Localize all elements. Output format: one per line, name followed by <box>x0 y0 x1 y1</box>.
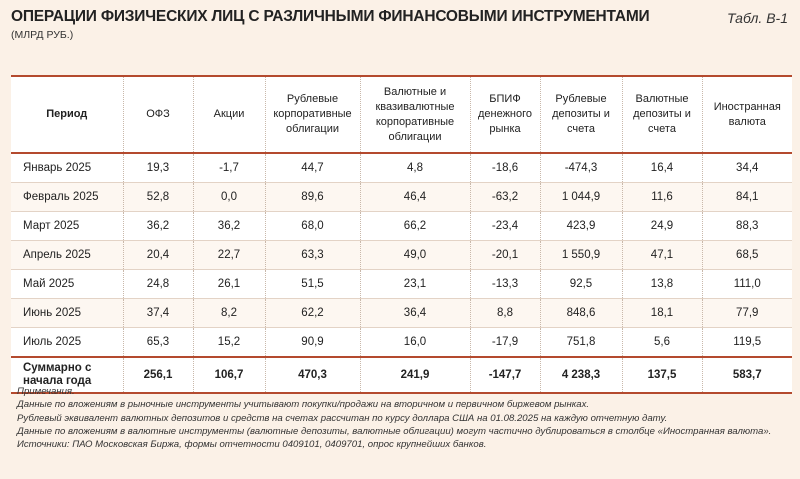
value-cell: 62,2 <box>265 299 360 328</box>
value-cell: 16,0 <box>360 328 470 358</box>
table-units: (МЛРД РУБ.) <box>11 29 74 41</box>
value-cell: 1 550,9 <box>540 241 622 270</box>
value-cell: 63,3 <box>265 241 360 270</box>
total-value-cell: 137,5 <box>622 357 702 393</box>
value-cell: -1,7 <box>193 153 265 183</box>
value-cell: 89,6 <box>265 183 360 212</box>
total-value-cell: 256,1 <box>123 357 193 393</box>
value-cell: 0,0 <box>193 183 265 212</box>
value-cell: -23,4 <box>470 212 540 241</box>
value-cell: 848,6 <box>540 299 622 328</box>
note-line: Данные по вложениям в валютные инструменты (валютные депозиты, валютные облигации) могут частично дублироваться в столбце «Иностранная валюта». <box>17 425 772 437</box>
value-cell: 46,4 <box>360 183 470 212</box>
period-cell: Июнь 2025 <box>11 299 123 328</box>
table-title: ОПЕРАЦИИ ФИЗИЧЕСКИХ ЛИЦ С РАЗЛИЧНЫМИ ФИНАНСОВЫМИ ИНСТРУМЕНТАМИ <box>11 8 650 25</box>
header-row <box>11 76 792 153</box>
column-header: Валютные и квазивалютные корпоративные облигации <box>360 76 470 153</box>
value-cell: 26,1 <box>193 270 265 299</box>
data-table-container <box>11 75 792 394</box>
period-cell: Январь 2025 <box>11 153 123 183</box>
total-value-cell: -147,7 <box>470 357 540 393</box>
sources-line: Источники: ПАО Московская Биржа, формы отчетности 0409101, 0409701, опрос крупнейших банков. <box>17 439 487 451</box>
value-cell: 52,8 <box>123 183 193 212</box>
value-cell: 8,2 <box>193 299 265 328</box>
table-header <box>11 8 790 41</box>
value-cell: 88,3 <box>702 212 792 241</box>
financial-operations-table <box>11 75 792 394</box>
value-cell: 24,9 <box>622 212 702 241</box>
value-cell: 23,1 <box>360 270 470 299</box>
table-row <box>11 241 792 270</box>
column-header: ОФЗ <box>123 76 193 153</box>
value-cell: 4,8 <box>360 153 470 183</box>
period-cell: Февраль 2025 <box>11 183 123 212</box>
value-cell: 11,6 <box>622 183 702 212</box>
value-cell: 68,5 <box>702 241 792 270</box>
value-cell: 36,4 <box>360 299 470 328</box>
table-row <box>11 270 792 299</box>
note-line: Данные по вложениям в рыночные инструменты учитывают покупки/продажи на вторичном и первичном биржевом рынках. <box>17 399 590 411</box>
value-cell: 16,4 <box>622 153 702 183</box>
value-cell: 90,9 <box>265 328 360 358</box>
column-header: Рублевые депозиты и счета <box>540 76 622 153</box>
table-row <box>11 328 792 358</box>
value-cell: 19,3 <box>123 153 193 183</box>
value-cell: 65,3 <box>123 328 193 358</box>
table-row <box>11 299 792 328</box>
period-cell: Май 2025 <box>11 270 123 299</box>
value-cell: 92,5 <box>540 270 622 299</box>
value-cell: 66,2 <box>360 212 470 241</box>
value-cell: 751,8 <box>540 328 622 358</box>
value-cell: 15,2 <box>193 328 265 358</box>
value-cell: 68,0 <box>265 212 360 241</box>
value-cell: 34,4 <box>702 153 792 183</box>
column-header: Период <box>11 76 123 153</box>
value-cell: -474,3 <box>540 153 622 183</box>
column-header: Иностранная валюта <box>702 76 792 153</box>
value-cell: 37,4 <box>123 299 193 328</box>
value-cell: 51,5 <box>265 270 360 299</box>
value-cell: 423,9 <box>540 212 622 241</box>
value-cell: 119,5 <box>702 328 792 358</box>
column-header: Валютные депозиты и счета <box>622 76 702 153</box>
total-value-cell: 106,7 <box>193 357 265 393</box>
total-value-cell: 4 238,3 <box>540 357 622 393</box>
value-cell: -20,1 <box>470 241 540 270</box>
value-cell: 20,4 <box>123 241 193 270</box>
value-cell: 8,8 <box>470 299 540 328</box>
value-cell: 22,7 <box>193 241 265 270</box>
value-cell: 13,8 <box>622 270 702 299</box>
value-cell: -18,6 <box>470 153 540 183</box>
value-cell: 5,6 <box>622 328 702 358</box>
note-line: Рублевый эквивалент валютных депозитов и средств на счетах рассчитан по курсу доллара США на 01.08.2025 на каждую отчетную дату. <box>17 412 668 424</box>
value-cell: 49,0 <box>360 241 470 270</box>
value-cell: 18,1 <box>622 299 702 328</box>
value-cell: -63,2 <box>470 183 540 212</box>
total-value-cell: 470,3 <box>265 357 360 393</box>
value-cell: -13,3 <box>470 270 540 299</box>
value-cell: 111,0 <box>702 270 792 299</box>
period-cell: Апрель 2025 <box>11 241 123 270</box>
table-row <box>11 153 792 183</box>
table-number-label: Табл. В-1 <box>726 10 788 26</box>
table-row <box>11 183 792 212</box>
table-notes <box>17 385 787 451</box>
column-header: Акции <box>193 76 265 153</box>
value-cell: 77,9 <box>702 299 792 328</box>
total-value-cell: 241,9 <box>360 357 470 393</box>
total-label-cell: Суммарно с начала года <box>11 357 123 393</box>
value-cell: 24,8 <box>123 270 193 299</box>
notes-heading: Примечания. <box>17 386 75 397</box>
period-cell: Июль 2025 <box>11 328 123 358</box>
column-header: Рублевые корпоративные облигации <box>265 76 360 153</box>
value-cell: 1 044,9 <box>540 183 622 212</box>
period-cell: Март 2025 <box>11 212 123 241</box>
value-cell: 47,1 <box>622 241 702 270</box>
column-header: БПИФ денежного рынка <box>470 76 540 153</box>
value-cell: 44,7 <box>265 153 360 183</box>
value-cell: 84,1 <box>702 183 792 212</box>
table-row <box>11 212 792 241</box>
value-cell: 36,2 <box>123 212 193 241</box>
total-value-cell: 583,7 <box>702 357 792 393</box>
value-cell: 36,2 <box>193 212 265 241</box>
value-cell: -17,9 <box>470 328 540 358</box>
